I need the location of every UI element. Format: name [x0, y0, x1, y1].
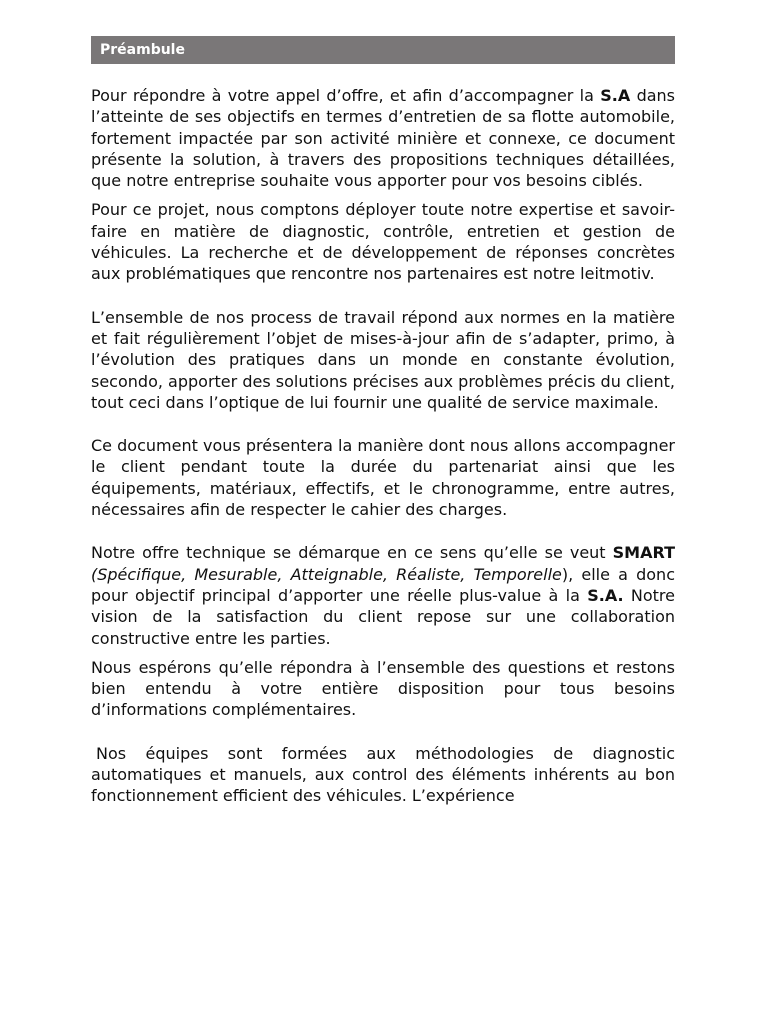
text: ), elle a donc pour objectif principal d’apporter une réelle plus-value à la	[91, 564, 675, 605]
paragraph-teams: Nos équipes sont formées aux méthodologies de diagnostic automatiques et manuels, aux control des éléments inhérents au bon fonctionnement efficient des véhicules. L’expérience	[91, 743, 675, 806]
section-title: Préambule	[100, 42, 185, 58]
text: Pour répondre à votre appel d’offre, et afin d’accompagner la	[91, 86, 601, 105]
section-header-bar	[91, 36, 675, 64]
paragraph-closing: Nous espérons qu’elle répondra à l’ensemble des questions et restons bien entendu à votre entière disposition pour tous besoins d’informations complémentaires.	[91, 657, 675, 720]
smart-keyword: SMART	[612, 543, 675, 563]
paragraph-document-scope: Ce document vous présentera la manière dont nous allons accompagner le client pendant toute la durée du partenariat ainsi que les équipements, matériaux, effectifs, et le chronogramme, entre autres, nécessaires afin de respecter le cahier des charges.	[91, 436, 675, 520]
company-name: S.A	[600, 86, 631, 105]
smart-expansion: (Spécifique, Mesurable, Atteignable, Réaliste, Temporelle	[91, 564, 562, 584]
paragraph-smart-offer	[91, 542, 675, 648]
paragraph-process: L’ensemble de nos process de travail répond aux normes en la matière et fait régulièrement l’objet de mises-à-jour afin de s’adapter, primo, à l’évolution des pratiques dans un monde en constante évolution, secondo, apporter des solutions précises aux problèmes précis du client, tout ceci dans l’optique de lui fournir une qualité de service maximale.	[91, 307, 675, 412]
text: Notre offre technique se démarque en ce sens qu’elle se veut	[91, 543, 613, 563]
company-name: S.A.	[587, 585, 624, 605]
document-page	[91, 36, 675, 807]
paragraph-expertise: Pour ce projet, nous comptons déployer toute notre expertise et savoir-faire en matière de diagnostic, contrôle, entretien et gestion de véhicules. La recherche et de développement de réponses concrètes aux problématiques que rencontre nos partenaires est notre leitmotiv.	[91, 200, 675, 284]
text: Notre vision de la satisfaction du client repose sur une collaboration constructive entre les parties.	[91, 585, 675, 648]
text: dans l’atteinte de ses objectifs en termes d’entretien de sa flotte automobile, fortement impactée par son activité minière et connexe, ce document présente la solution, à travers des propositions techniques détaillées, que notre entreprise souhaite vous apporter pour vos besoins ciblés.	[91, 86, 676, 191]
paragraph-intro	[91, 85, 675, 191]
